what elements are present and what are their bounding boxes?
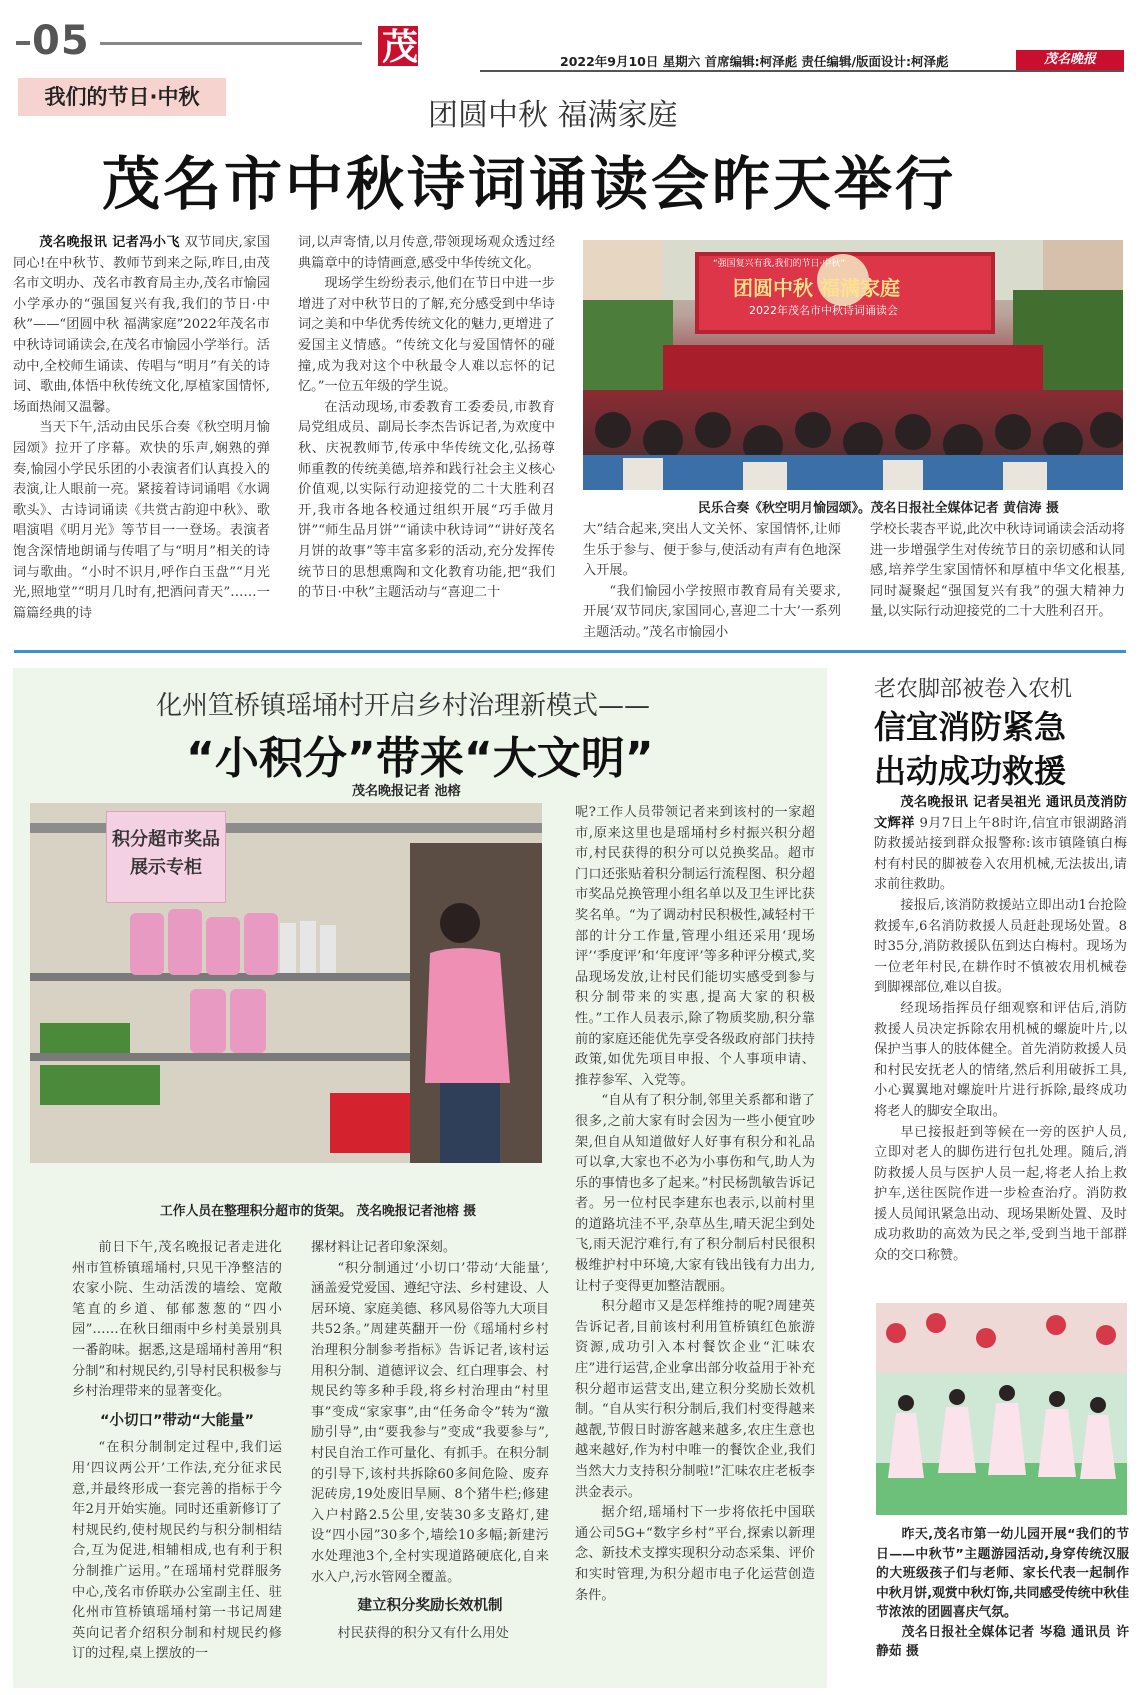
page-number-dash — [16, 41, 30, 45]
article2-subhead-2: 建立积分奖励长效机制 — [357, 1598, 503, 1615]
article3-headline-1: 信宜消防紧急 — [874, 708, 1067, 746]
article1-col2-p2: 在活动现场,市委教育工委委员,市教育局党组成员、副局长李杰告诉记者,为欢度中秋、庆祝教师节,传承中华传统文化,弘扬尊师重教的传统美德,培养和践行社会主义核心价值观,以实际行动迎接党的二十大胜利召开,我市各地各校通过组织开展“巧手做月饼”“师生品月饼”“诵读中秋诗词”“讲好茂名月饼的故事”等丰富多彩的活动,充分发挥传统节日的思想熏陶和文化教育功能,把“我们的节日·中秋”主题活动与“喜迎二十 — [298, 399, 555, 601]
article1-photo-caption: 民乐合奏《秋空明月愉园颂》。茂名日报社全媒体记者 黄信涛 摄 — [698, 501, 1059, 516]
article3-p3: 经现场指挥员仔细观察和评估后,消防救援人员决定拆除农用机械的螺旋叶片,以保护当事人的肢体健全。首先消防救援人员和村民安抚老人的情绪,然后利用破拆工具,小心翼翼地对螺旋叶片进行拆除,最终成功将老人的脚安全取出。 — [874, 1000, 1127, 1119]
article2-subhead-1: “小切口”带动“大能量” — [99, 1412, 255, 1429]
article2-col2-p1: “积分制通过‘小切口’带动‘大能量’,涵盖爱党爱国、遵纪守法、乡村建设、人居环境、家庭美德、移风易俗等九大项目共52条。”周建英翻开一份《瑶埇村乡村治理积分制参考指标》告诉记者,该村运用积分制、道德评议会、红白理事会、村规民约等多种手段,将乡村治理由“村里事”变成“家家事”,由“任务命令”转为“激励引导”,由“要我参与”变成“我要参与”,村民自治工作可量化、有抓手。在积分制的引导下,该村共拆除60多间危险、废弃泥砖房,19处废旧旱厕、8个猪牛栏;修建入户村路2.5公里,安装30多支路灯,建设“四小园”30多个,墙绘10多幅;新建污水处理池3个,全村实现道路硬底化,自来水入户,污水管网全覆盖。 — [311, 1260, 549, 1585]
article3-kicker: 老农脚部被卷入农机 — [874, 677, 1073, 702]
article1-p2: 当天下午,活动由民乐合奏《秋空明月愉园颂》拉开了序幕。欢快的乐声,娴熟的弹奏,愉园小学民乐团的小表演者们认真投入的表演,让人眼前一亮。紧接着诗词诵唱《水调歌头》、古诗词诵读《共赏古韵迎中秋》、歌唱演唱《明月光》等节目一一登场。表演者饱含深情地朗诵与传唱了与“明月”相关的诗词与歌曲。“小时不识月,呼作白玉盘”“月光光,照地堂”“明月几时有,把酒问青天”……一篇篇经典的诗 — [13, 420, 270, 621]
page-header — [0, 0, 1142, 109]
issue-info: 2022年9月10日 星期六 首席编辑:柯泽彪 责任编辑/版面设计:柯泽彪 — [560, 54, 949, 69]
article1-col4 — [870, 520, 1125, 642]
article2-col3-p2: 积分超市又是怎样维持的呢?周建英告诉记者,目前该村利用笪桥镇红色旅游资源,成功引入本村餐饮企业“汇味农庄”进行运营,企业拿出部分收益用于补充积分超市运营支出,建立积分奖励长效机制。“自从实行积分制后,我们村变得越来越靓,节假日时游客越来越多,农庄生意也越来越好,作为村中唯一的餐饮企业,我们当然大力支持积分制啦!”汇味农庄老板李洪金表示。 — [575, 1299, 815, 1500]
column-tag: 我们的节日·中秋 — [18, 78, 226, 116]
article4-caption: 昨天,茂名市第一幼儿园开展“我们的节日——中秋节”主题游园活动,身穿传统汉服的大班级孩子们与老师、家长代表一起制作中秋月饼,观赏中秋灯饰,共同感受传统中秋佳节浓浓的团圆喜庆气氛。 — [876, 1527, 1129, 1620]
article2-photo — [30, 803, 542, 1163]
article2-col3-p0: 呢?工作人员带领记者来到该村的一家超市,原来这里也是瑶埇村乡村振兴积分超市,村民获得的积分可以兑换奖品。超市门口还张贴着积分制运行流程图、积分超市奖品兑换管理小组名单以及卫生评比获奖名单。“为了调动村民积极性,减轻村干部的计分工作量,管理小组还采用‘现场评’‘季度评’和‘年度评’等多种评分模式,奖品现场发放,让村民们能切实感受到参与积分制带来的实惠,提高大家的积极性。”工作人员表示,除了物质奖励,积分靠前的家庭还能优先享受各级政府部门扶持政策,如优先项目申报、个人事项申请、推荐参军、入党等。 — [575, 805, 815, 1088]
article3-p4: 早已接报赶到等候在一旁的医护人员,立即对老人的脚伤进行包扎处理。随后,消防救援人员与医护人员一起,将老人抬上救护车,送往医院作进一步检查治疗。消防救援人员闻讯紧急出动、现场果断处置、及时成功救助的高效为民之举,受到当地干部群众的交口称赞。 — [874, 1124, 1127, 1264]
article4-credit: 茂名日报社全媒体记者 岑稳 通讯员 许静茹 摄 — [876, 1624, 1129, 1659]
article2-col2 — [311, 1238, 549, 1683]
section-divider — [14, 650, 1126, 653]
article1-p1: 双节同庆,家国同心!在中秋节、教师节到来之际,昨日,由茂名市文明办、茂名市教育局主办,茂名市愉园小学承办的“强国复兴有我,我们的节日·中秋”——“团圆中秋 福满家庭”2022年茂名市中秋诗词诵读会,在茂名市愉园小学举行。活动中,全校师生诵读、传唱与“明月”有关的诗词、歌曲,体悟中秋传统文化,厚植家国情怀,场面热闹又温馨。 — [13, 235, 270, 415]
article1-col3-p1: “我们愉园小学按照市教育局有关要求,开展‘双节同庆,家国同心,喜迎二十大’一系列主题活动。”茂名市愉园小 — [583, 583, 841, 640]
article3-p1: 9月7日上午8时许,信宜市银湖路消防救援站接到群众报警称:该市镇隆镇白梅村有村民的脚被卷入农用机械,无法拔出,请求前往救助。 — [874, 815, 1127, 893]
article2-col3-p3: 据介绍,瑶埇村下一步将依托中国联通公司5G+“数字乡村”平台,探索以新理念、新技术支撑实现积分动态采集、评价和实时管理,为积分超市电子化运营创造条件。 — [575, 1505, 815, 1603]
article1-col2-p1: 现场学生纷纷表示,他们在节日中进一步增进了对中秋节日的了解,充分感受到中华诗词之美和中华优秀传统文化的魅力,更增进了爱国主义情感。“传统文化与爱国情怀的碰撞,成为我对这个中秋最令人难以忘怀的记忆。”一位五年级的学生说。 — [298, 276, 555, 395]
article2-col3 — [575, 803, 815, 1683]
article2-col2-p2: 村民获得的积分又有什么用处 — [337, 1625, 509, 1641]
article2-kicker: 化州笪桥镇瑶埇村开启乡村治理新模式—— — [156, 691, 651, 721]
article1-byline: 茂名晚报讯 记者冯小飞 — [39, 235, 180, 250]
article1-col3 — [583, 520, 841, 642]
article2-headline: “小积分”带来“大文明” — [186, 733, 654, 784]
prize-shelf-sign — [106, 811, 226, 903]
article1-kicker: 团圆中秋 福满家庭 — [428, 98, 678, 133]
article3-headline-2: 出动成功救援 — [874, 752, 1067, 790]
article3-body — [874, 793, 1127, 1293]
article1-col2 — [298, 233, 555, 641]
article1-photo — [583, 240, 1123, 490]
article1-col2-p0: 词,以声寄情,以月传意,带领现场观众透过经典篇章中的诗情画意,感受中华传统文化。 — [298, 235, 555, 271]
article1-col4-p0: 学校长裴杏平说,此次中秋诗词诵读会活动将进一步增强学生对传统节日的亲切感和认同感,培养学生家国情怀和厚植中华文化根基,同时凝聚起“强国复兴有我”的强大精神力量,以实际行动迎接党的二十大胜利召开。 — [870, 522, 1125, 620]
article3-p2: 接报后,该消防救援站立即出动1台抢险救援车,6名消防救援人员赶赴现场处置。8时35分,消防救援队伍到达白梅村。现场为一位老年村民,在耕作时不慎被农用机械卷到脚裸部位,难以自拔。 — [874, 897, 1127, 996]
section-mark — [378, 22, 470, 70]
banner-sub-text: 2022年茂名市中秋诗词诵读会 — [749, 304, 898, 317]
kindergarten-scene — [876, 1303, 1127, 1515]
header-rule-left — [100, 42, 362, 45]
article2-photo-caption: 工作人员在整理积分超市的货架。 茂名晚报记者池榕 摄 — [160, 1204, 477, 1219]
banner-main-text: 团圆中秋 福满家庭 — [733, 276, 900, 300]
article4-photo — [876, 1303, 1127, 1515]
article2-col3-p1: “自从有了积分制,邻里关系都和谐了很多,之前大家有时会因为一些小便宜吵架,但自从知道做好人好事有积分和礼品可以拿,大家也不必为小事伤和气,助人为乐的事情也多了起来。”村民杨凯敏告诉记者。另一位村民李建东也表示,以前村里的道路坑洼不平,杂草丛生,晴天泥尘到处飞,雨天泥泞难行,有了积分制后村民很积极维护村中环境,大家有钱出钱有力出力,让村子变得更加整洁靓丽。 — [575, 1093, 815, 1294]
article2-col1 — [72, 1238, 282, 1683]
banner-top-text: “强国复兴有我,我们的节日·中秋” — [713, 259, 846, 269]
article2-col1-p1: 前日下午,茂名晚报记者走进化州市笪桥镇瑶埇村,只见干净整洁的农家小院、生动活泼的墙绘、宽敞笔直的乡道、郁郁葱葱的“四小园”……在秋日细雨中乡村美景别具一番韵味。据悉,这是瑶埇村善用“积分制”和村规民约,引导村民积极参与乡村治理带来的显著变化。 — [72, 1240, 282, 1400]
article2-col2-p0: 摞材料让记者印象深刻。 — [311, 1240, 457, 1255]
page-number: 05 — [32, 18, 90, 64]
issue-rule — [480, 70, 1124, 72]
article3-byline: 茂名晚报讯 记者吴祖光 通讯员茂消防 文辉祥 — [874, 795, 1127, 831]
article2-byline: 茂名晚报记者 池榕 — [352, 784, 461, 799]
prize-sign-line2: 展示专柜 — [130, 857, 202, 878]
masthead-logo: 茂名晚报 — [1016, 50, 1124, 70]
article1-col1 — [13, 233, 270, 641]
article2-col1-p2: “在积分制制定过程中,我们运用‘四议两公开’工作法,充分征求民意,并最终形成一套完善的指标于今年2月开始实施。同时还重新修订了村规民约,使村规民约与积分制相结合,互为促进,相辅相成,也有利于积分制推广运用。”在瑶埇村党群服务中心,茂名市侨联办公室副主任、驻化州市笪桥镇瑶埇村第一书记周建英向记者介绍积分制和村规民约修订的过程,桌上摆放的一 — [72, 1440, 282, 1662]
article4-caption-box — [876, 1525, 1129, 1685]
prize-sign-line1: 积分超市奖品 — [112, 829, 220, 850]
article1-col3-p0: 大”结合起来,突出人文关怀、家国情怀,让师生乐于参与、便于参与,使活动有声有色地深入开展。 — [583, 522, 841, 579]
section-title: 茂闻 — [382, 26, 471, 68]
article1-headline: 茂名市中秋诗词诵读会昨天举行 — [102, 150, 957, 218]
